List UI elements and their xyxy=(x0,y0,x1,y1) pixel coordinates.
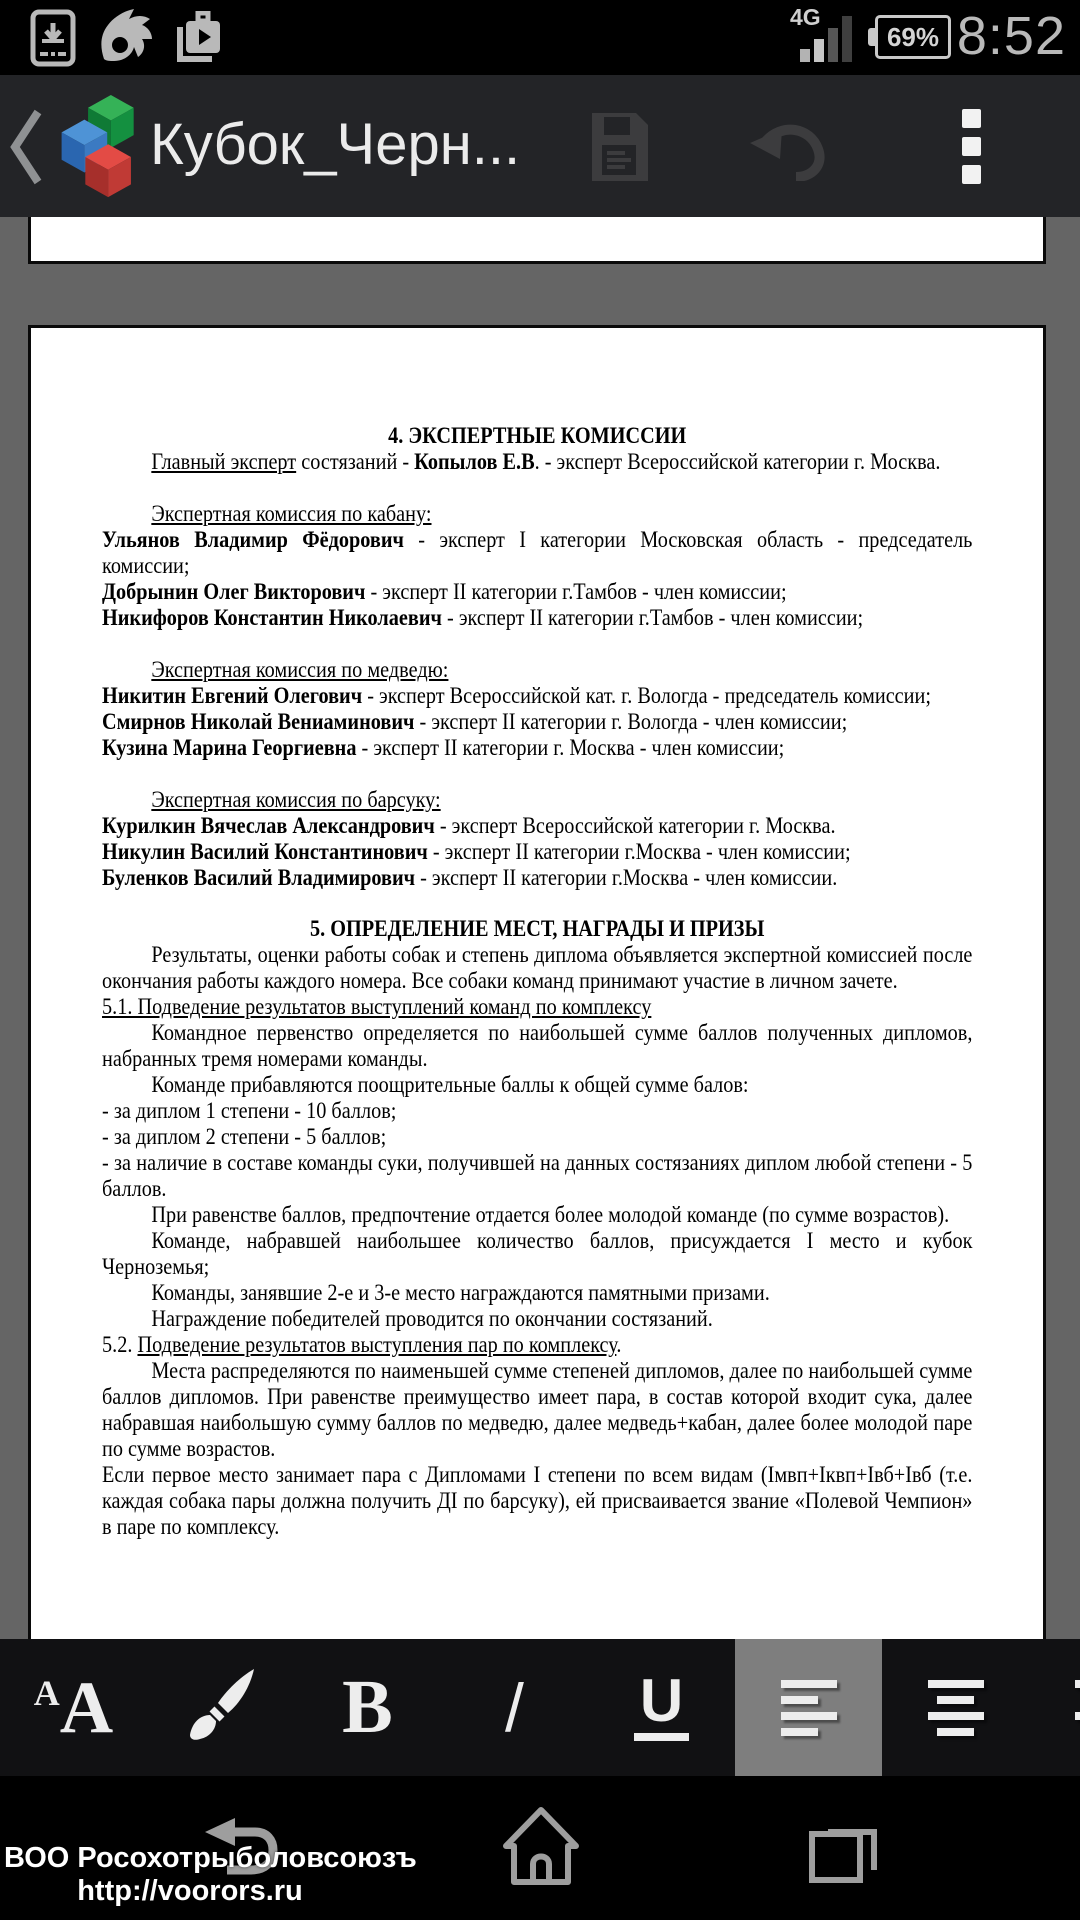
nav-home-icon[interactable] xyxy=(500,1806,582,1891)
doc-paragraph: - за наличие в составе команды суки, получившей на данных состязаниях диплом любой степени - 5 баллов. xyxy=(102,1150,973,1201)
battery-nub xyxy=(868,28,875,46)
underline-icon: U xyxy=(634,1675,689,1741)
doc-paragraph: 5.1. Подведение результатов выступлений команд по комплексу xyxy=(102,994,652,1019)
doc-paragraph: Добрынин Олег Викторович - эксперт II категории г.Тамбов - член комиссии; xyxy=(102,579,787,604)
signal-bars-icon xyxy=(800,16,852,62)
document-viewport[interactable] xyxy=(0,217,1080,1639)
overflow-menu-icon[interactable] xyxy=(962,109,981,184)
doc-paragraph: Курилкин Вячеслав Александрович - эксперт Всероссийской категории г. Москва. xyxy=(102,813,836,838)
network-type-label: 4G xyxy=(790,4,821,30)
bold-icon: B xyxy=(342,1665,393,1749)
dragon-icon xyxy=(98,7,154,72)
doc-paragraph: Экспертная комиссия по медведю: xyxy=(151,657,449,682)
doc-paragraph: При равенстве баллов, предпочтение отдается более молодой команде (по сумме возрастов). xyxy=(151,1202,950,1227)
play-video-icon xyxy=(172,11,224,70)
doc-paragraph: Никулин Василий Константинович - эксперт II категории г.Москва - член комиссии; xyxy=(102,839,851,864)
doc-paragraph: Командное первенство определяется по наибольшей сумме баллов полученных дипломов, набранных тремя номерами команды. xyxy=(102,1020,973,1071)
document-page[interactable] xyxy=(28,325,1046,1639)
back-chevron-icon[interactable] xyxy=(8,107,44,192)
screenshot-saved-icon xyxy=(30,9,76,72)
doc-paragraph: Никитин Евгений Олегович - эксперт Всероссийской кат. г. Вологда - председатель комиссии; xyxy=(102,683,932,708)
bold-button[interactable] xyxy=(294,1639,441,1776)
doc-blank-line xyxy=(102,631,972,657)
save-icon[interactable] xyxy=(588,111,650,188)
battery-percent-label: 69% xyxy=(886,21,940,52)
doc-heading: 5. ОПРЕДЕЛЕНИЕ МЕСТ, НАГРАДЫ И ПРИЗЫ xyxy=(309,916,765,941)
doc-paragraph: Смирнов Николай Вениаминович - эксперт II категории г. Вологда - член комиссии; xyxy=(102,709,848,734)
brush-button[interactable] xyxy=(147,1639,294,1776)
italic-icon: / xyxy=(505,1669,524,1746)
watermark-line2: http://voorors.ru xyxy=(77,1875,303,1907)
doc-paragraph: Кузина Марина Георгиевна - эксперт II категории г. Москва - член комиссии; xyxy=(102,735,785,760)
doc-paragraph: 5.2. Подведение результатов выступления пар по комплексу. xyxy=(102,1332,622,1357)
doc-paragraph: - за диплом 1 степени - 10 баллов; xyxy=(102,1098,397,1123)
document-title: Кубок_Черн... xyxy=(150,112,521,177)
brush-icon xyxy=(184,1667,258,1748)
nav-recents-icon[interactable] xyxy=(806,1820,880,1889)
doc-paragraph: Награждение победителей проводится по окончании состязаний. xyxy=(151,1306,713,1331)
doc-heading: 4. ЭКСПЕРТНЫЕ КОМИССИИ xyxy=(388,423,687,448)
doc-paragraph: Экспертная комиссия по кабану: xyxy=(151,501,432,526)
font-size-button[interactable] xyxy=(0,1639,147,1776)
doc-paragraph: Команды, занявшие 2-е и 3-е место награждаются памятными призами. xyxy=(151,1280,770,1305)
doc-blank-line xyxy=(102,475,972,501)
align-left-icon xyxy=(781,1680,837,1736)
previous-page-bottom xyxy=(28,217,1046,264)
underline-button[interactable] xyxy=(588,1639,735,1776)
doc-paragraph: Буленков Василий Владимирович - эксперт II категории г.Москва - член комиссии. xyxy=(102,865,838,890)
doc-content xyxy=(102,423,972,1540)
app-toolbar xyxy=(0,75,1080,217)
doc-paragraph: Главный эксперт состязаний - Копылов Е.В. - эксперт Всероссийской категории г. Москва. xyxy=(151,449,941,474)
align-right-icon xyxy=(1075,1680,1080,1736)
doc-paragraph: Ульянов Владимир Фёдорович - эксперт I категории Московская область - председатель комиссии; xyxy=(102,527,973,578)
watermark-text xyxy=(4,1842,417,1908)
undo-icon[interactable] xyxy=(748,119,826,186)
align-right-button[interactable] xyxy=(1029,1639,1080,1776)
officesuite-logo xyxy=(58,95,140,204)
doc-paragraph: Команде, набравшей наибольшее количество баллов, присуждается I место и кубок Черноземья; xyxy=(102,1228,973,1279)
doc-paragraph: Если первое место занимает пара с Дипломами I степени по всем видам (Iмвп+Iквп+Iвб+Iвб (т.е. каждая собака пары должна получить ДI по барсуку), ей присваивается звание «Полевой Чемпион» в паре по комплексу. xyxy=(102,1462,973,1539)
status-bar xyxy=(0,0,1080,75)
doc-paragraph: Команде прибавляются поощрительные баллы к общей сумме балов: xyxy=(151,1072,749,1097)
clock-label: 8:52 xyxy=(956,6,1066,66)
battery-indicator xyxy=(868,15,951,59)
signal-strength-indicator xyxy=(790,6,860,66)
italic-button[interactable] xyxy=(441,1639,588,1776)
doc-paragraph: - за диплом 2 степени - 5 баллов; xyxy=(102,1124,387,1149)
doc-paragraph: Места распределяются по наименьшей сумме степеней дипломов, далее по наибольшей сумме баллов дипломов. При равенстве преимущество имеет пара, в состав которой входит сука, далее набравшая наибольшую сумму баллов по медведю, далее медведь+кабан, далее более молодой паре по сумме возрастов. xyxy=(102,1358,973,1461)
system-nav-bar xyxy=(0,1776,1080,1920)
doc-blank-line xyxy=(102,761,972,787)
align-center-icon xyxy=(928,1680,984,1736)
formatting-toolbar xyxy=(0,1639,1080,1776)
doc-paragraph: Результаты, оценки работы собак и степень диплома объявляется экспертной комиссией после окончания работы каждого номера. Все собаки команд принимают участие в личном зачете. xyxy=(102,942,973,993)
font-size-icon: A A xyxy=(33,1666,114,1749)
watermark-line1: ВОО Росохотрыболовсоюзъ xyxy=(4,1842,417,1874)
align-center-button[interactable] xyxy=(882,1639,1029,1776)
doc-paragraph: Экспертная комиссия по барсуку: xyxy=(151,787,441,812)
align-left-button[interactable] xyxy=(735,1639,882,1776)
doc-paragraph: Никифоров Константин Николаевич - эксперт II категории г.Тамбов - член комиссии; xyxy=(102,605,864,630)
